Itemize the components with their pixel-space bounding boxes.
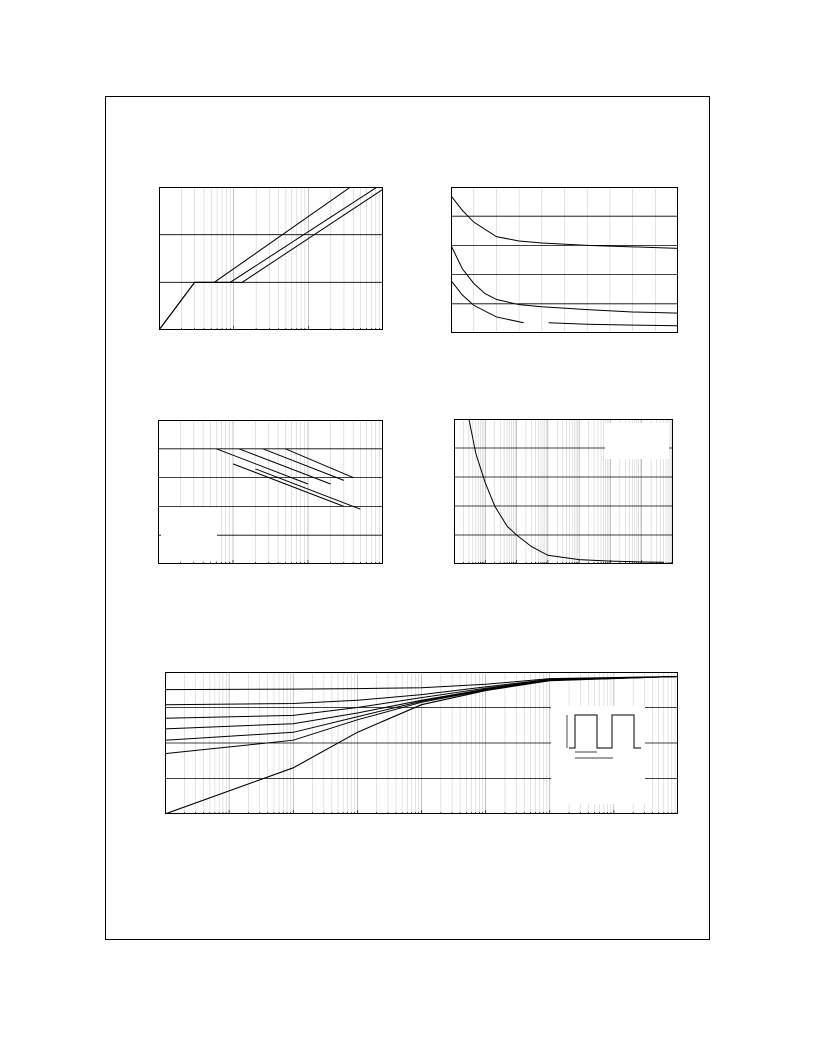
chart-fig2 bbox=[451, 187, 678, 333]
series-line-2 bbox=[159, 183, 383, 330]
chart-fig3 bbox=[158, 420, 383, 564]
series-line-4 bbox=[285, 449, 353, 478]
series-line-4 bbox=[549, 323, 678, 326]
series-line-1 bbox=[216, 449, 308, 484]
series-line-3 bbox=[263, 449, 344, 481]
chart-fig5 bbox=[165, 672, 678, 814]
series-group bbox=[216, 449, 360, 509]
series-line-1 bbox=[159, 164, 383, 330]
series-line-5 bbox=[233, 464, 344, 507]
plot-frame bbox=[160, 188, 383, 330]
legend-area bbox=[605, 423, 669, 459]
series-line-2 bbox=[239, 449, 331, 484]
series-line-3 bbox=[451, 280, 524, 322]
legend-area bbox=[161, 508, 217, 560]
chart-fig4 bbox=[454, 419, 673, 564]
chart-fig1 bbox=[159, 187, 383, 330]
series-line-3 bbox=[159, 189, 383, 330]
series-group bbox=[159, 164, 383, 330]
waveform-inset bbox=[551, 706, 645, 804]
